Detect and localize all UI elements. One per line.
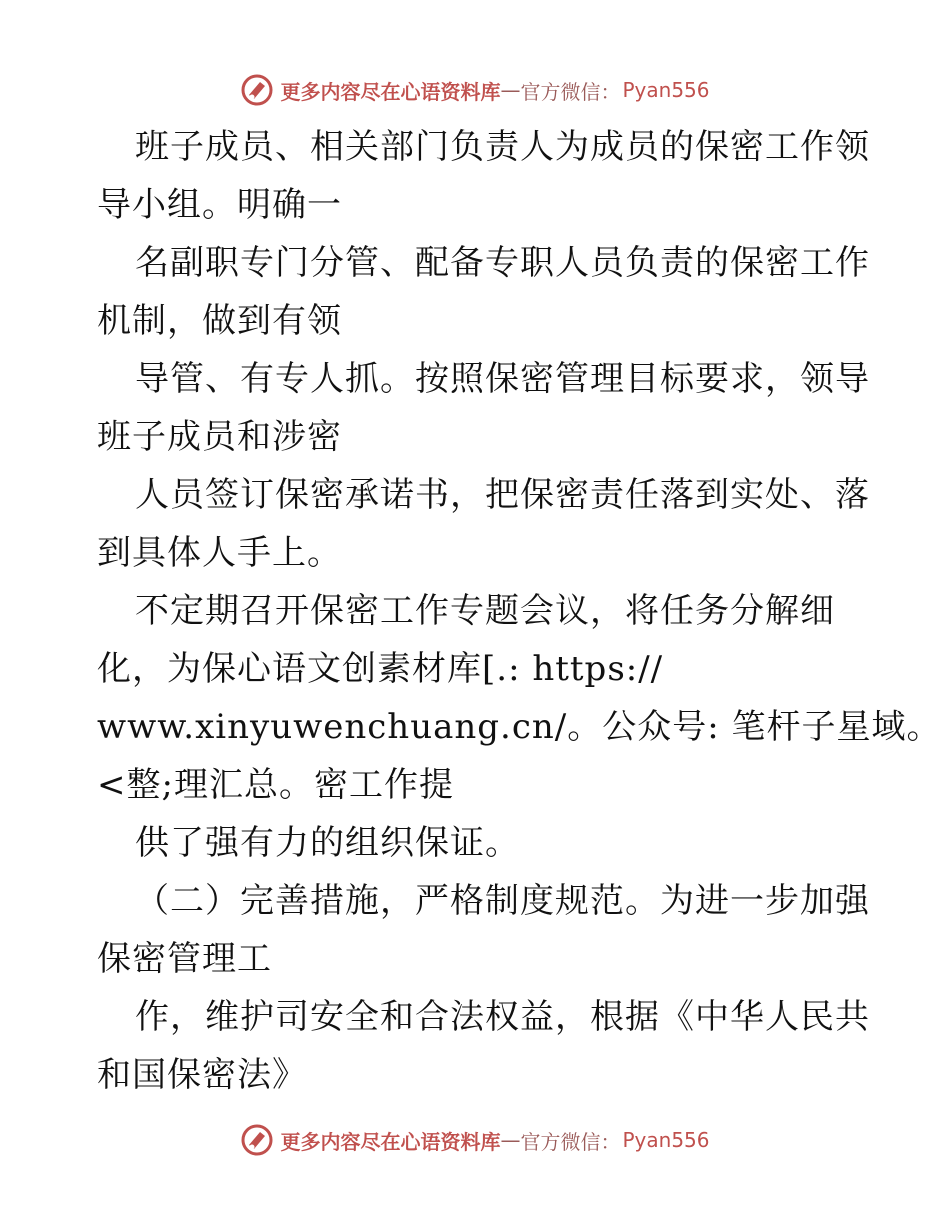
watermark-dash: — [500, 1128, 521, 1152]
text-line: 到具体人手上。 [97, 533, 342, 573]
text-line: （二）完善措施，严格制度规范。为进一步加强 [135, 881, 870, 921]
watermark-id-text: Pyan556 [622, 1128, 710, 1152]
watermark-main-text: 更多内容尽在心语资料库 [280, 1129, 501, 1154]
text-line: 名副职专门分管、配备专职人员负责的保密工作 [135, 243, 870, 283]
watermark-main-text: 更多内容尽在心语资料库 [280, 79, 501, 104]
watermark-dash: — [500, 78, 521, 102]
document-body [97, 118, 942, 1104]
text-line: 班子成员、相关部门负责人为成员的保密工作领 [135, 127, 870, 167]
text-line: 人员签订保密承诺书，把保密责任落到实处、落 [135, 475, 870, 515]
text-line: 化，为保心语文创素材库[.: https:// [97, 649, 664, 689]
watermark-id-text: Pyan556 [622, 78, 710, 102]
text-line: 导管、有专人抓。按照保密管理目标要求，领导 [135, 359, 870, 399]
text-line: 供了强有力的组织保证。 [135, 823, 520, 863]
text-line: www.xinyuwenchuang.cn/。公众号: 笔杆子星域。 [97, 707, 942, 747]
text-line: 和国保密法》 [97, 1055, 307, 1095]
text-line: <整;理汇总。密工作提 [97, 765, 454, 805]
header-watermark [0, 70, 950, 110]
brand-logo-icon [240, 1123, 274, 1157]
text-line: 保密管理工 [97, 939, 272, 979]
text-line: 机制，做到有领 [97, 301, 342, 341]
watermark-rest-text: 官方微信： [520, 1129, 621, 1154]
text-line: 不定期召开保密工作专题会议，将任务分解细 [135, 591, 835, 631]
text-line: 导小组。明确一 [97, 185, 342, 225]
brand-logo-icon [240, 73, 274, 107]
watermark-rest-text: 官方微信： [520, 79, 621, 104]
text-line: 作，维护司安全和合法权益，根据《中华人民共 [135, 997, 870, 1037]
footer-watermark [0, 1120, 950, 1160]
text-line: 班子成员和涉密 [97, 417, 342, 457]
